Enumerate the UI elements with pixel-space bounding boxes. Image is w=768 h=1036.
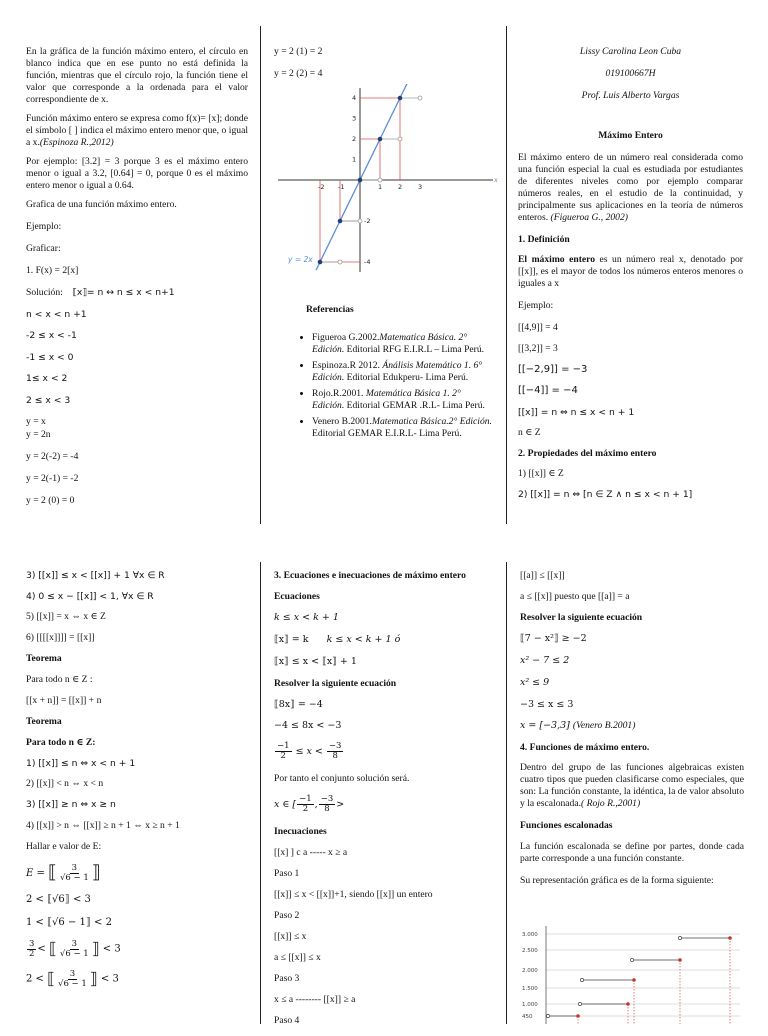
- subheading-ecuaciones: Ecuaciones: [274, 590, 320, 602]
- y-line: y = 2(-2) = -4: [26, 451, 79, 463]
- bottom-column-3: [520, 570, 744, 894]
- open-point: [630, 958, 633, 961]
- y-tick-label: 4: [352, 94, 357, 102]
- x-tick-label: 3: [418, 183, 423, 191]
- inequality-step: [[x] ] c a ----- x ≥ a: [274, 846, 348, 858]
- example-paragraph: Por ejemplo: [3.2] = 3 porque 3 es el máximo entero menor o igual a 3.2, [0.64] = 0, porque 0 es el máximo entero menor o igual a 0.64.: [26, 155, 248, 191]
- subheading-inecuaciones: Inecuaciones: [274, 826, 327, 837]
- theorem-item: 1) [[x]] ≤ n ⇔ x < n + 1: [26, 757, 136, 769]
- representation-text: Su representación gráfica es de la forma siguiente:: [520, 875, 714, 887]
- top-column-1: [26, 46, 248, 515]
- y-tick-label: 1.500: [522, 986, 538, 992]
- interval-line: 2 ≤ x < 3: [26, 394, 71, 406]
- open-point: [338, 260, 342, 264]
- inequality-step: [[x]] ≤ x < [[x]]+1, siendo [[x]] un entero: [274, 888, 433, 900]
- y-tick-label: 3.000: [522, 932, 538, 938]
- property-line: 6) [[[[x]]]] = [[x]]: [26, 631, 95, 643]
- column-divider-3: [260, 562, 261, 1024]
- equation-line: $\frac{-1}{2}$ ≤ x < $\frac{-3}{8}$: [277, 741, 342, 762]
- reference-item: • Espinoza.R 2012. Ánálisis Matemático 1. 6° Edición. Editorial Edukperu- Lima Perú.: [312, 360, 494, 384]
- equation-line: ⟦7 − x²⟧ ≥ −2: [520, 632, 587, 644]
- reference-item: • Figueroa G.2002.Matematica Básica. 2° Edición. Editorial RFG E.I.R.L – Lima Perú.: [312, 332, 494, 356]
- equation-e: E = ⟦ $\frac{3}{√6 - 1}$ ⟧: [26, 861, 101, 883]
- step-label: Paso 3: [274, 972, 300, 984]
- solution-line: Solución: ⟦x⟧= n ↔ n ≤ x < n+1: [26, 286, 175, 298]
- open-point: [580, 978, 583, 981]
- solution-line: [[a]] ≤ [[x]]: [520, 570, 565, 581]
- equation-line: ⟦x⟧ = k k ≤ x < k + 1 ó: [274, 633, 401, 645]
- top-column-3: [518, 46, 743, 510]
- definition-text: El máximo entero es un número real x, denotado por [[x]], es el mayor de todos los números enteros menores o iguales a x: [518, 253, 743, 289]
- x-tick-label: 2: [398, 183, 403, 191]
- example-line: [[4,9]] = 4: [518, 321, 558, 333]
- bottom-column-2: [274, 570, 500, 1036]
- theorem-text: Para todo n ∈ Z:: [26, 736, 96, 748]
- equation-line: x = [−3,3] (Venero B.2001): [520, 720, 636, 732]
- inequality-line: $\frac{3}{2}$ < ⟦ $\frac{3}{√6 - 1}$ ⟧ < 3: [29, 938, 121, 959]
- y-tick-label: 2.000: [522, 968, 538, 974]
- x-tick-label: -2: [318, 183, 325, 191]
- resolver-heading: Resolver la siguiente ecuación: [520, 611, 643, 623]
- equation-line: −3 ≤ x ≤ 3: [520, 698, 574, 710]
- equation-line: x² ≤ 9: [520, 676, 550, 688]
- interval-line: -2 ≤ x < -1: [26, 330, 77, 342]
- solution-set: x ∈ [ $\frac{-1}{2}$ , $\frac{-3}{8}$ >: [274, 794, 345, 815]
- author-name: Lissy Carolina Leon Cuba: [579, 46, 682, 57]
- section-heading-definicion: 1. Definición: [518, 233, 570, 245]
- reference-item: • Venero B.2001.Matematica Básica.2° Edición. Editorial GEMAR E.I.R.L- Lima Perú.: [312, 416, 494, 440]
- references-list: [284, 332, 494, 440]
- property-line: 2) [[x]] = n ⇔ [n ∈ Z ∧ n ≤ x < n + 1]: [518, 489, 693, 501]
- open-point: [546, 1014, 549, 1017]
- example-line: [[3,2]] = 3: [518, 342, 558, 354]
- line-y-2x: [316, 84, 412, 270]
- example-line: [[−4]] = −4: [518, 385, 578, 397]
- theorem-item: 3) [[x]] ≥ n ⇔ x ≥ n: [26, 799, 116, 811]
- example-line: [[x]] = n ⇔ n ≤ x < n + 1: [518, 406, 635, 418]
- y-tick-label: 2.500: [522, 948, 538, 954]
- section-heading-funciones: 4. Funciones de máximo entero.: [520, 742, 650, 754]
- graph-explanation: En la gráfica de la función máximo entero, el círculo en blanco indica que en ese punto no está definida la función, mientras que el círculo rojo, la función tiene el valor que corresponde a la ordenada para el valor correspondiente de x.: [26, 46, 248, 105]
- student-code: 019100667H: [605, 67, 656, 79]
- bottom-column-1: [26, 570, 254, 999]
- y-line: y = 2n: [26, 429, 51, 441]
- professor-name: Prof. Luis Alberto Vargas: [581, 89, 680, 101]
- open-point: [358, 219, 362, 223]
- step-function-chart: [520, 924, 744, 1024]
- reference-item: • Rojo.R.2001. Matemática Básica 1. 2° Edición. Editorial GEMAR .R.L- Lima Perú.: [312, 388, 494, 412]
- interval-line: n < x < n +1: [26, 308, 87, 320]
- open-point: [578, 1002, 581, 1005]
- y-tick-label: 1: [352, 155, 357, 164]
- interval-line: 1≤ x < 2: [26, 373, 68, 385]
- y-tick-label: -2: [364, 217, 371, 225]
- theorem-heading: Teorema: [26, 652, 62, 664]
- theorem-item: 4) [[x]] > n ⇔ [[x]] ≥ n + 1 ⇔ x ≥ n + 1: [26, 819, 180, 831]
- section-heading-ecuaciones: 3. Ecuaciones e inecuaciones de máximo entero: [274, 570, 466, 581]
- y-line: y = 2 (1) = 2: [274, 46, 323, 57]
- references-section: [284, 304, 494, 444]
- top-column-2: [274, 46, 499, 88]
- graficar-label: Graficar:: [26, 242, 61, 254]
- theorem-item: 2) [[x]] < n ⇔ x < n: [26, 778, 104, 790]
- y-tick-label: 3: [352, 114, 357, 123]
- inequality-step: a ≤ [[x]] ≤ x: [274, 951, 321, 963]
- y-tick-label: 2: [352, 135, 357, 143]
- definition-paragraph: Función máximo entero se expresa como f(x)= [x]; donde el símbolo [ ] indica el máximo entero menor que, o igual a x.(Espinoza R.,2012): [26, 112, 248, 148]
- page-title: Máximo Entero: [598, 129, 663, 141]
- equation-line: x² − 7 ≤ 2: [520, 654, 570, 666]
- theorem-text: [[x + n]] = [[x]] + n: [26, 694, 102, 706]
- references-title: Referencias: [306, 304, 354, 315]
- equation-line: ⟦x⟧ ≤ x < ⟦x⟧ + 1: [274, 655, 357, 667]
- step-label: Paso 2: [274, 909, 300, 921]
- hallar-text: Hallar e valor de E:: [26, 840, 102, 852]
- equation-line: −4 ≤ 8x < −3: [274, 720, 342, 732]
- y-line: y = x: [26, 416, 46, 428]
- column-divider-4: [506, 562, 507, 1024]
- ejemplo-label: Ejemplo:: [518, 299, 554, 311]
- inequality-line: 2 < ⟦ $\frac{3}{√6 - 1}$ ⟧ < 3: [26, 968, 119, 989]
- open-point: [398, 137, 402, 141]
- functions-paragraph: Dentro del grupo de las funciones algebraicas existen cuatro tipos que pueden clasificarse como especiales, que son: La función constante, la idéntica, la de valor absoluto y la escalonada.( Rojo R.,2001): [520, 762, 744, 810]
- inequality-step: [[x]] ≤ x: [274, 930, 307, 942]
- y-tick-label: 450: [522, 1014, 533, 1020]
- y-tick-label: 1.000: [522, 1002, 538, 1008]
- x-tick-label: 1: [378, 183, 383, 191]
- property-line: 5) [[x]] = x ⇔ x ∈ Z: [26, 611, 106, 622]
- data-point: [358, 178, 363, 183]
- y-line: y = 2 (2) = 4: [274, 67, 323, 79]
- data-point: [338, 219, 343, 224]
- inequality-step: x ≤ a -------- [[x]] ≥ a: [274, 993, 356, 1005]
- theorem-heading: Teorema: [26, 715, 62, 727]
- inequality-line: 1 < ⟦√6 − 1⟧ < 2: [26, 916, 112, 928]
- interval-line: -1 ≤ x < 0: [26, 351, 74, 363]
- intro-paragraph: El máximo entero de un número real considerada como una función especial la cual es estudiada por estudiantes de diferentes niveles como por ejemplo comparar números reales, en el estudio de la continuidad, y principalmente sus aplicaciones en la teoría de números enteros. (Figueroa G., 2002): [518, 151, 743, 223]
- open-point: [378, 178, 382, 182]
- open-point: [678, 936, 681, 939]
- equation-line: ⟦8x⟧ = −4: [274, 698, 323, 710]
- step-label: Paso 1: [274, 867, 300, 879]
- y-tick-label: -4: [364, 258, 371, 266]
- data-point: [378, 137, 383, 142]
- property-line: 3) [[x]] ≤ x < [[x]] + 1 ∀x ∈ R: [26, 570, 165, 581]
- data-point: [318, 260, 323, 265]
- open-point: [418, 96, 422, 100]
- property-line: 1) [[x]] ∈ Z: [518, 468, 564, 480]
- graph-caption: Grafica de una función máximo entero.: [26, 198, 177, 210]
- y-line: y = 2 (0) = 0: [26, 495, 75, 507]
- y-line: y = 2(-1) = -2: [26, 473, 79, 485]
- step-function-graph: [278, 84, 503, 274]
- resolver-heading: Resolver la siguiente ecuación: [274, 677, 397, 689]
- theorem-text: Para todo n ∈ Z :: [26, 673, 93, 685]
- column-divider-2: [506, 26, 507, 524]
- data-point: [398, 96, 403, 101]
- solution-line: a ≤ [[x]] puesto que [[a]] = a: [520, 590, 630, 602]
- example-line: [[−2,9]] = −3: [518, 363, 588, 375]
- step-label: Paso 4: [274, 1014, 300, 1026]
- conclusion-text: Por tanto el conjunto solución será.: [274, 773, 410, 785]
- x-tick-label: -1: [338, 183, 345, 191]
- x-axis-label: x: [494, 176, 498, 184]
- property-line: 4) 0 ≤ x − [[x]] < 1, ∀x ∈ R: [26, 590, 154, 602]
- equation-line: k ≤ x < k + 1: [274, 611, 339, 623]
- inequality-line: 2 < ⟦√6⟧ < 3: [26, 894, 91, 906]
- graph-label-y-2x: y = 2x: [288, 255, 313, 264]
- example-line: n ∈ Z: [518, 427, 541, 439]
- subheading-escalonadas: Funciones escalonadas: [520, 820, 613, 832]
- column-divider-1: [260, 26, 261, 524]
- section-heading-propiedades: 2. Propiedades del máximo entero: [518, 448, 657, 460]
- ejemplo-label: Ejemplo:: [26, 220, 62, 232]
- function-statement: 1. F(x) = 2[x]: [26, 264, 79, 276]
- step-function-paragraph: La función escalonada se define por partes, donde cada parte corresponde a una función constante.: [520, 841, 744, 865]
